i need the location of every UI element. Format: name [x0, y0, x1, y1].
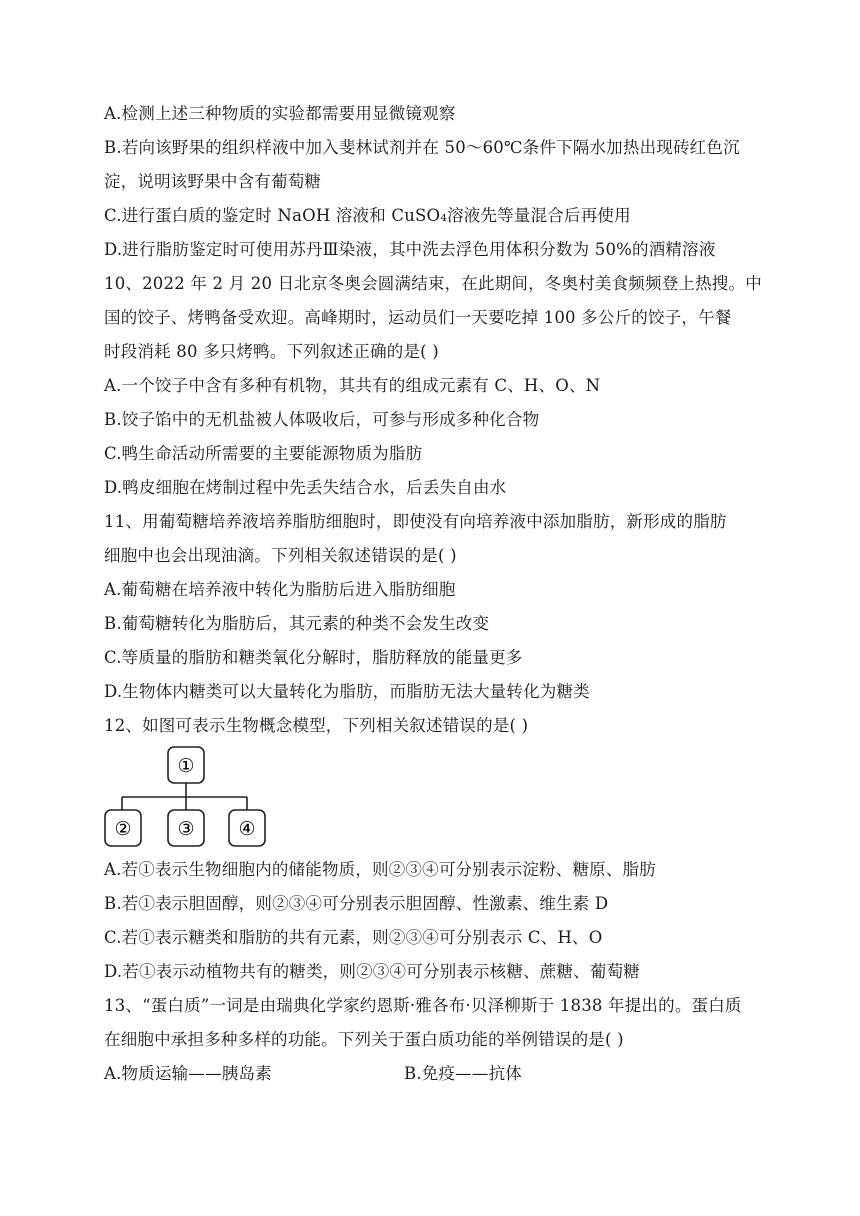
question-11-line2: 细胞中也会出现油滴。下列相关叙述错误的是( )	[104, 546, 457, 565]
concept-model-diagram	[104, 744, 274, 850]
option-11a: A.葡萄糖在培养液中转化为脂肪后进入脂肪细胞	[104, 580, 456, 599]
question-13-line1: 13、“蛋白质”一词是由瑞典化学家约恩斯·雅各布·贝泽柳斯于 1838 年提出的。蛋白质	[104, 996, 742, 1015]
question-11-line1: 11、用葡萄糖培养液培养脂肪细胞时，即使没有向培养液中添加脂肪，新形成的脂肪	[104, 512, 727, 531]
option-9d: D.进行脂肪鉴定时可使用苏丹Ⅲ染液，其中洗去浮色用体积分数为 50%的酒精溶液	[104, 240, 716, 259]
option-10c: C.鸭生命活动所需要的主要能源物质为脂肪	[104, 444, 423, 463]
option-11c: C.等质量的脂肪和糖类氧化分解时，脂肪释放的能量更多	[104, 648, 523, 667]
option-12a: A.若①表示生物细胞内的储能物质，则②③④可分别表示淀粉、糖原、脂肪	[104, 860, 656, 879]
diagram-child-box-1	[105, 810, 141, 846]
diagram-child-box-3	[229, 810, 265, 846]
question-10-line2: 国的饺子、烤鸭备受欢迎。高峰期时，运动员们一天要吃掉 100 多公斤的饺子，午餐	[104, 308, 732, 327]
option-11d: D.生物体内糖类可以大量转化为脂肪，而脂肪无法大量转化为糖类	[104, 682, 590, 701]
option-13a: A.物质运输——胰岛素	[104, 1064, 272, 1083]
option-10b: B.饺子馅中的无机盐被人体吸收后，可参与形成多种化合物	[104, 410, 540, 429]
option-9a: A.检测上述三种物质的实验都需要用显微镜观察	[104, 104, 456, 123]
question-12: 12、如图可表示生物概念模型，下列相关叙述错误的是( )	[104, 716, 529, 735]
diagram-top-box	[168, 747, 204, 783]
option-10d: D.鸭皮细胞在烤制过程中先丢失结合水，后丢失自由水	[104, 478, 507, 497]
diagram-child-label-3: ④	[238, 818, 256, 840]
option-10a: A.一个饺子中含有多种有机物，其共有的组成元素有 C、H、O、N	[104, 376, 601, 395]
diagram-child-box-2	[168, 810, 204, 846]
diagram-child-label-1: ②	[114, 818, 132, 840]
diagram-top-label: ①	[177, 755, 195, 777]
option-13b: B.免疫——抗体	[404, 1064, 522, 1083]
question-10-line3: 时段消耗 80 多只烤鸭。下列叙述正确的是( )	[104, 342, 439, 361]
question-13-line2: 在细胞中承担多种多样的功能。下列关于蛋白质功能的举例错误的是( )	[104, 1030, 624, 1049]
question-10-line1: 10、2022 年 2 月 20 日北京冬奥会圆满结束，在此期间，冬奥村美食频频登上热搜。中	[104, 274, 762, 293]
diagram-child-label-2: ③	[177, 818, 195, 840]
option-9b-line1: B.若向该野果的组织样液中加入斐林试剂并在 50～60℃条件下隔水加热出现砖红色沉	[104, 138, 740, 157]
option-12c: C.若①表示糖类和脂肪的共有元素，则②③④可分别表示 C、H、O	[104, 928, 603, 947]
option-9b-line2: 淀，说明该野果中含有葡萄糖	[104, 172, 322, 191]
option-12b: B.若①表示胆固醇，则②③④可分别表示胆固醇、性激素、维生素 D	[104, 894, 609, 913]
option-12d: D.若①表示动植物共有的糖类，则②③④可分别表示核糖、蔗糖、葡萄糖	[104, 962, 640, 981]
option-9c: C.进行蛋白质的鉴定时 NaOH 溶液和 CuSO₄溶液先等量混合后再使用	[104, 206, 631, 225]
option-11b: B.葡萄糖转化为脂肪后，其元素的种类不会发生改变	[104, 614, 490, 633]
